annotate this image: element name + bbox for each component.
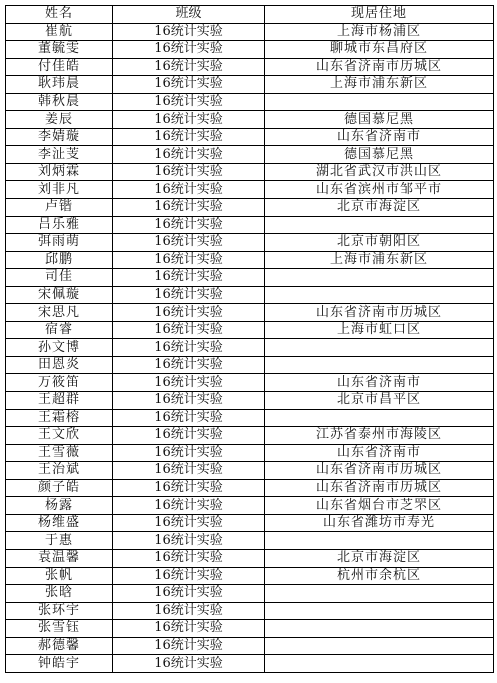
cell-name: 万筱笛 (6, 374, 113, 392)
cell-class: 16统计实验 (113, 269, 265, 287)
cell-name: 于惠 (6, 532, 113, 550)
cell-name: 张环宇 (6, 602, 113, 620)
header-name: 姓名 (6, 6, 113, 24)
table-row (6, 234, 494, 252)
table-row (6, 532, 494, 550)
cell-name: 田恩炎 (6, 356, 113, 374)
table-row (6, 41, 494, 59)
cell-class: 16统计实验 (113, 93, 265, 111)
cell-class: 16统计实验 (113, 462, 265, 480)
cell-address (265, 637, 494, 655)
cell-address (265, 93, 494, 111)
cell-class: 16统计实验 (113, 286, 265, 304)
cell-address (265, 532, 494, 550)
cell-address: 北京市海淀区 (265, 199, 494, 217)
cell-address: 山东省滨州市邹平市 (265, 181, 494, 199)
cell-name: 董毓雯 (6, 41, 113, 59)
cell-class: 16统计实验 (113, 374, 265, 392)
table-row (6, 216, 494, 234)
cell-address (265, 409, 494, 427)
cell-name: 宿睿 (6, 321, 113, 339)
table-row (6, 409, 494, 427)
cell-address: 山东省潍坊市寿光 (265, 514, 494, 532)
cell-name: 宋思凡 (6, 304, 113, 322)
cell-address (265, 269, 494, 287)
cell-class: 16统计实验 (113, 532, 265, 550)
cell-address (265, 585, 494, 603)
cell-address (265, 655, 494, 673)
cell-class: 16统计实验 (113, 444, 265, 462)
table-body (6, 23, 494, 672)
cell-name: 刘炳霖 (6, 163, 113, 181)
cell-name: 袁温馨 (6, 549, 113, 567)
cell-name: 杨维盛 (6, 514, 113, 532)
cell-address: 上海市浦东新区 (265, 251, 494, 269)
table-row (6, 602, 494, 620)
table-row (6, 286, 494, 304)
cell-name: 吕乐雅 (6, 216, 113, 234)
cell-class: 16统计实验 (113, 549, 265, 567)
cell-address: 江苏省泰州市海陵区 (265, 427, 494, 445)
cell-class: 16统计实验 (113, 567, 265, 585)
cell-class: 16统计实验 (113, 128, 265, 146)
cell-class: 16统计实验 (113, 163, 265, 181)
cell-address: 上海市浦东新区 (265, 76, 494, 94)
table-row (6, 321, 494, 339)
cell-name: 王治斌 (6, 462, 113, 480)
table-row (6, 514, 494, 532)
cell-class: 16统计实验 (113, 409, 265, 427)
cell-class: 16统计实验 (113, 637, 265, 655)
cell-class: 16统计实验 (113, 111, 265, 129)
cell-class: 16统计实验 (113, 655, 265, 673)
table-row (6, 427, 494, 445)
cell-name: 张雪钰 (6, 620, 113, 638)
header-class: 班级 (113, 6, 265, 24)
cell-name: 司佳 (6, 269, 113, 287)
cell-name: 刘非凡 (6, 181, 113, 199)
table-row (6, 637, 494, 655)
cell-class: 16统计实验 (113, 620, 265, 638)
cell-address: 北京市海淀区 (265, 549, 494, 567)
cell-name: 邱鹏 (6, 251, 113, 269)
cell-class: 16统计实验 (113, 251, 265, 269)
cell-class: 16统计实验 (113, 585, 265, 603)
cell-address: 山东省济南市 (265, 374, 494, 392)
cell-class: 16统计实验 (113, 234, 265, 252)
cell-class: 16统计实验 (113, 321, 265, 339)
header-row (6, 6, 494, 24)
cell-class: 16统计实验 (113, 76, 265, 94)
header-address: 现居住地 (265, 6, 494, 24)
cell-name: 韩秋晨 (6, 93, 113, 111)
cell-name: 张帆 (6, 567, 113, 585)
table-row (6, 199, 494, 217)
cell-address: 山东省济南市 (265, 128, 494, 146)
cell-class: 16统计实验 (113, 356, 265, 374)
table-row (6, 339, 494, 357)
table-row (6, 444, 494, 462)
cell-class: 16统计实验 (113, 602, 265, 620)
cell-name: 孙文博 (6, 339, 113, 357)
table-row (6, 269, 494, 287)
table-row (6, 479, 494, 497)
cell-class: 16统计实验 (113, 199, 265, 217)
table-row (6, 304, 494, 322)
cell-class: 16统计实验 (113, 181, 265, 199)
cell-address (265, 216, 494, 234)
table-row (6, 23, 494, 41)
cell-name: 耿玮晨 (6, 76, 113, 94)
table-row (6, 620, 494, 638)
table-row (6, 251, 494, 269)
table-row (6, 374, 494, 392)
table-row (6, 146, 494, 164)
cell-address: 山东省济南市历城区 (265, 462, 494, 480)
table-row (6, 585, 494, 603)
table-row (6, 111, 494, 129)
cell-class: 16统计实验 (113, 514, 265, 532)
table-row (6, 58, 494, 76)
cell-address (265, 620, 494, 638)
table-row (6, 128, 494, 146)
cell-name: 崔航 (6, 23, 113, 41)
table-row (6, 655, 494, 673)
cell-address: 山东省济南市历城区 (265, 304, 494, 322)
table-row (6, 567, 494, 585)
cell-name: 李沚芰 (6, 146, 113, 164)
table-row (6, 392, 494, 410)
cell-address: 山东省烟台市芝罘区 (265, 497, 494, 515)
cell-address: 上海市杨浦区 (265, 23, 494, 41)
cell-class: 16统计实验 (113, 23, 265, 41)
cell-class: 16统计实验 (113, 216, 265, 234)
cell-address (265, 356, 494, 374)
cell-name: 王超群 (6, 392, 113, 410)
cell-address: 德国慕尼黑 (265, 146, 494, 164)
table-row (6, 497, 494, 515)
cell-address: 北京市朝阳区 (265, 234, 494, 252)
cell-name: 王雪薇 (6, 444, 113, 462)
cell-address: 湖北省武汉市洪山区 (265, 163, 494, 181)
cell-address: 山东省济南市历城区 (265, 479, 494, 497)
cell-name: 王文欣 (6, 427, 113, 445)
cell-address: 德国慕尼黑 (265, 111, 494, 129)
cell-address: 山东省济南市 (265, 444, 494, 462)
cell-address: 北京市昌平区 (265, 392, 494, 410)
cell-address (265, 286, 494, 304)
cell-name: 颜子皓 (6, 479, 113, 497)
cell-class: 16统计实验 (113, 427, 265, 445)
cell-class: 16统计实验 (113, 41, 265, 59)
cell-address: 上海市虹口区 (265, 321, 494, 339)
cell-address: 山东省济南市历城区 (265, 58, 494, 76)
cell-name: 钟皓宇 (6, 655, 113, 673)
cell-name: 杨露 (6, 497, 113, 515)
cell-address (265, 602, 494, 620)
cell-name: 姜辰 (6, 111, 113, 129)
table-row (6, 76, 494, 94)
cell-name: 宋佩璇 (6, 286, 113, 304)
cell-address (265, 339, 494, 357)
cell-name: 付佳皓 (6, 58, 113, 76)
cell-class: 16统计实验 (113, 146, 265, 164)
table-row (6, 549, 494, 567)
cell-address: 聊城市东昌府区 (265, 41, 494, 59)
cell-name: 郝德馨 (6, 637, 113, 655)
student-table (5, 5, 494, 673)
table-row (6, 462, 494, 480)
cell-name: 王霜榕 (6, 409, 113, 427)
cell-address: 杭州市余杭区 (265, 567, 494, 585)
cell-class: 16统计实验 (113, 58, 265, 76)
cell-class: 16统计实验 (113, 497, 265, 515)
cell-class: 16统计实验 (113, 479, 265, 497)
table-row (6, 181, 494, 199)
table-row (6, 163, 494, 181)
cell-name: 张晗 (6, 585, 113, 603)
cell-class: 16统计实验 (113, 304, 265, 322)
cell-class: 16统计实验 (113, 339, 265, 357)
cell-class: 16统计实验 (113, 392, 265, 410)
table-row (6, 93, 494, 111)
cell-name: 李婧璇 (6, 128, 113, 146)
cell-name: 弭雨萌 (6, 234, 113, 252)
table-row (6, 356, 494, 374)
cell-name: 卢锴 (6, 199, 113, 217)
